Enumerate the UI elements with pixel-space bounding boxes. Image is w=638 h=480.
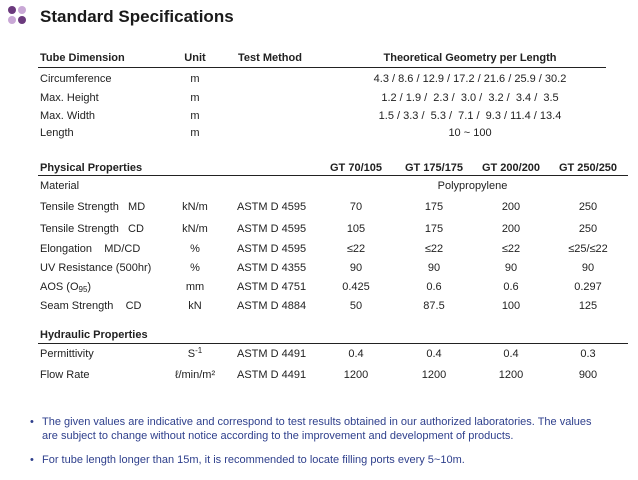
geometry-column-header: Theoretical Geometry per Length: [383, 52, 557, 64]
physical-row-method: ASTM D 4595: [237, 223, 307, 235]
physical-row-value: 90: [581, 262, 595, 274]
physical-row-method: ASTM D 4595: [237, 243, 307, 255]
tube-row-label: Max. Width: [40, 110, 96, 122]
physical-row-value: 125: [578, 300, 598, 312]
physical-row-unit: %: [190, 243, 200, 255]
physical-row-value: ≤22: [424, 243, 444, 255]
tube-section-header: Tube Dimension: [40, 52, 125, 64]
tube-row-value: 10 ~ 100: [448, 127, 492, 139]
physical-row-value: 250: [578, 223, 598, 235]
physical-row-value: 200: [501, 201, 521, 213]
tube-row-unit: m: [190, 127, 200, 139]
physical-row-value: 90: [504, 262, 518, 274]
grade-column-header: GT 200/200: [481, 162, 541, 174]
hydraulic-row-method: ASTM D 4491: [237, 348, 307, 360]
hydraulic-row-value: 900: [578, 369, 598, 381]
physical-row-value: 0.425: [342, 281, 370, 293]
note-item: [30, 415, 605, 443]
physical-row-unit: mm: [185, 281, 205, 293]
material-label: Material: [40, 180, 80, 192]
physical-row-label: Elongation MD/CD: [40, 243, 141, 255]
hydraulic-row-value: 1200: [498, 369, 524, 381]
physical-row-value: 250: [578, 201, 598, 213]
physical-row-method: ASTM D 4355: [237, 262, 307, 274]
divider: [38, 343, 628, 344]
grade-column-header: GT 70/105: [330, 162, 382, 174]
physical-row-method: ASTM D 4595: [237, 201, 307, 213]
physical-row-label: [40, 281, 91, 294]
tube-row-value: 4.3 / 8.6 / 12.9 / 17.2 / 21.6 / 25.9 / 30.2: [373, 73, 567, 85]
tube-row-unit: m: [190, 110, 200, 122]
notes: [30, 415, 605, 477]
hydraulic-row-value: 0.4: [426, 348, 442, 360]
hydraulic-row-value: 1200: [343, 369, 369, 381]
permittivity-unit-sup: -1: [195, 346, 203, 355]
physical-row-value: ≤22: [501, 243, 521, 255]
physical-section-header: Physical Properties: [40, 162, 143, 174]
hydraulic-row-unit: [170, 348, 220, 361]
hydraulic-row-label: Permittivity: [40, 348, 94, 360]
grade-column-header: GT 250/250: [558, 162, 618, 174]
tube-row-label: Circumference: [40, 73, 112, 85]
physical-row-value: 200: [501, 223, 521, 235]
physical-row-value: 175: [424, 223, 444, 235]
bullet: •: [30, 416, 34, 428]
grade-column-header: GT 175/175: [404, 162, 464, 174]
physical-row-value: 0.297: [574, 281, 602, 293]
unit-column-header: Unit: [184, 52, 206, 64]
page-title: Standard Specifications: [40, 7, 234, 26]
physical-row-method: ASTM D 4884: [237, 300, 307, 312]
divider: [38, 175, 628, 176]
physical-row-value: 90: [349, 262, 363, 274]
tube-row-unit: m: [190, 92, 200, 104]
hydraulic-row-value: 1200: [421, 369, 447, 381]
physical-row-value: 100: [501, 300, 521, 312]
aos-label-end: ): [87, 281, 92, 293]
tube-row-label: Max. Height: [40, 92, 99, 104]
note-text: For tube length longer than 15m, it is recommended to locate filling ports every 5~10m.: [42, 454, 465, 466]
aos-label-main: AOS (O: [40, 281, 79, 293]
hydraulic-row-label: Flow Rate: [40, 369, 90, 381]
material-value: Polypropylene: [437, 180, 508, 192]
tube-row-value: 1.5 / 3.3 / 5.3 / 7.1 / 9.3 / 11.4 / 13.4: [378, 110, 562, 122]
physical-row-value: 175: [424, 201, 444, 213]
hydraulic-row-value: 0.4: [503, 348, 519, 360]
tube-row-value: 1.2 / 1.9 / 2.3 / 3.0 / 3.2 / 3.4 / 3.5: [381, 92, 559, 104]
aos-label-subscript: 95: [78, 285, 88, 294]
physical-row-value: ≤22: [346, 243, 366, 255]
divider: [38, 67, 606, 68]
hydraulic-row-unit: ℓ/min/m²: [174, 369, 216, 381]
hydraulic-section-header: Hydraulic Properties: [40, 329, 148, 341]
hydraulic-row-value: 0.4: [348, 348, 364, 360]
hydraulic-row-method: ASTM D 4491: [237, 369, 307, 381]
physical-row-value: 87.5: [423, 300, 445, 312]
note-item: [30, 453, 605, 467]
physical-row-label: UV Resistance (500hr): [40, 262, 152, 274]
note-text: The given values are indicative and correspond to test results obtained in our authorized laboratories. The values are subject to change without notice according to the improvement and development of products.: [42, 416, 592, 442]
physical-row-value: 90: [427, 262, 441, 274]
physical-row-unit: %: [190, 262, 200, 274]
physical-row-label: Tensile Strength MD: [40, 201, 146, 213]
brand-logo-icon: [8, 6, 28, 26]
physical-row-value: 70: [349, 201, 363, 213]
physical-row-value: 0.6: [426, 281, 442, 293]
physical-row-unit: kN/m: [182, 223, 208, 235]
bullet: •: [30, 454, 34, 466]
physical-row-value: 50: [349, 300, 363, 312]
physical-row-value: 105: [346, 223, 366, 235]
tube-row-label: Length: [40, 127, 74, 139]
physical-row-value: ≤25/≤22: [568, 243, 608, 255]
permittivity-unit-main: S: [187, 348, 196, 360]
physical-row-method: ASTM D 4751: [237, 281, 307, 293]
test-method-column-header: Test Method: [238, 52, 302, 64]
physical-row-unit: kN: [188, 300, 202, 312]
physical-row-label: Seam Strength CD: [40, 300, 142, 312]
tube-row-unit: m: [190, 73, 200, 85]
physical-row-value: 0.6: [503, 281, 519, 293]
physical-row-label: Tensile Strength CD: [40, 223, 144, 235]
hydraulic-row-value: 0.3: [580, 348, 596, 360]
physical-row-unit: kN/m: [182, 201, 208, 213]
